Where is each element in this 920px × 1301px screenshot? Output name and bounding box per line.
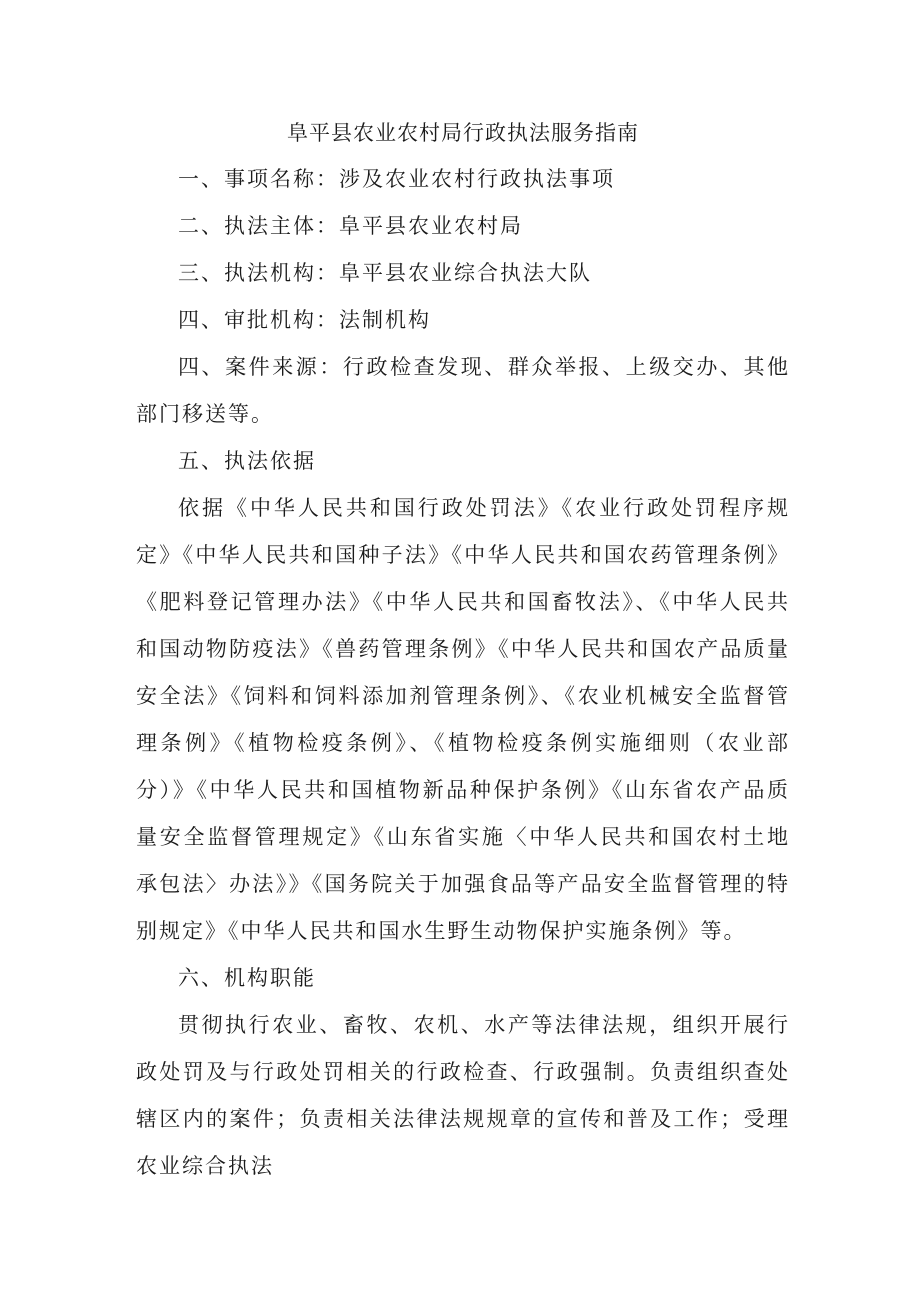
enforcement-agency-line: 三、执法机构：阜平县农业综合执法大队	[178, 261, 592, 285]
enforcement-basis-paragraph: 依据《中华人民共和国行政处罚法》《农业行政处罚程序规定》《中华人民共和国种子法》《中华人民共和国农药管理条例》《肥料登记管理办法》《中华人民共和国畜牧法》、《中华人民共和国动物防疫法》《兽药管理条例》《中华人民共和国农产品质量安全法》《饲料和饲料添加剂管理条例》、《农业机械安全监督管理条例》《植物检疫条例》、《植物检疫条例实施细则（农业部分）》《中华人民共和国植物新品种保护条例》《山东省农产品质量安全监督管理规定》《山东省实施〈中华人民共和国农村土地承包法〉办法》》《国务院关于加强食品等产品安全监督管理的特别规定》《中华人民共和国水生野生动物保护实施条例》等。	[136, 496, 790, 943]
enforcement-basis-heading: 五、执法依据	[178, 449, 316, 473]
item-name-line: 一、事项名称：涉及农业农村行政执法事项	[178, 167, 615, 191]
case-source-paragraph: 四、案件来源：行政检查发现、群众举报、上级交办、其他部门移送等。	[136, 355, 790, 426]
approval-agency-line: 四、审批机构：法制机构	[178, 308, 431, 332]
agency-functions-paragraph: 贯彻执行农业、畜牧、农机、水产等法律法规，组织开展行政处罚及与行政处罚相关的行政检查、行政强制。负责组织查处辖区内的案件；负责相关法律法规规章的宣传和普及工作；受理农业综合执法	[136, 1013, 790, 1178]
enforcement-subject-line: 二、执法主体：阜平县农业农村局	[178, 214, 523, 238]
agency-functions-heading: 六、机构职能	[178, 966, 316, 990]
document-page	[136, 110, 790, 1190]
document-title: 阜平县农业农村局行政执法服务指南	[287, 121, 639, 145]
